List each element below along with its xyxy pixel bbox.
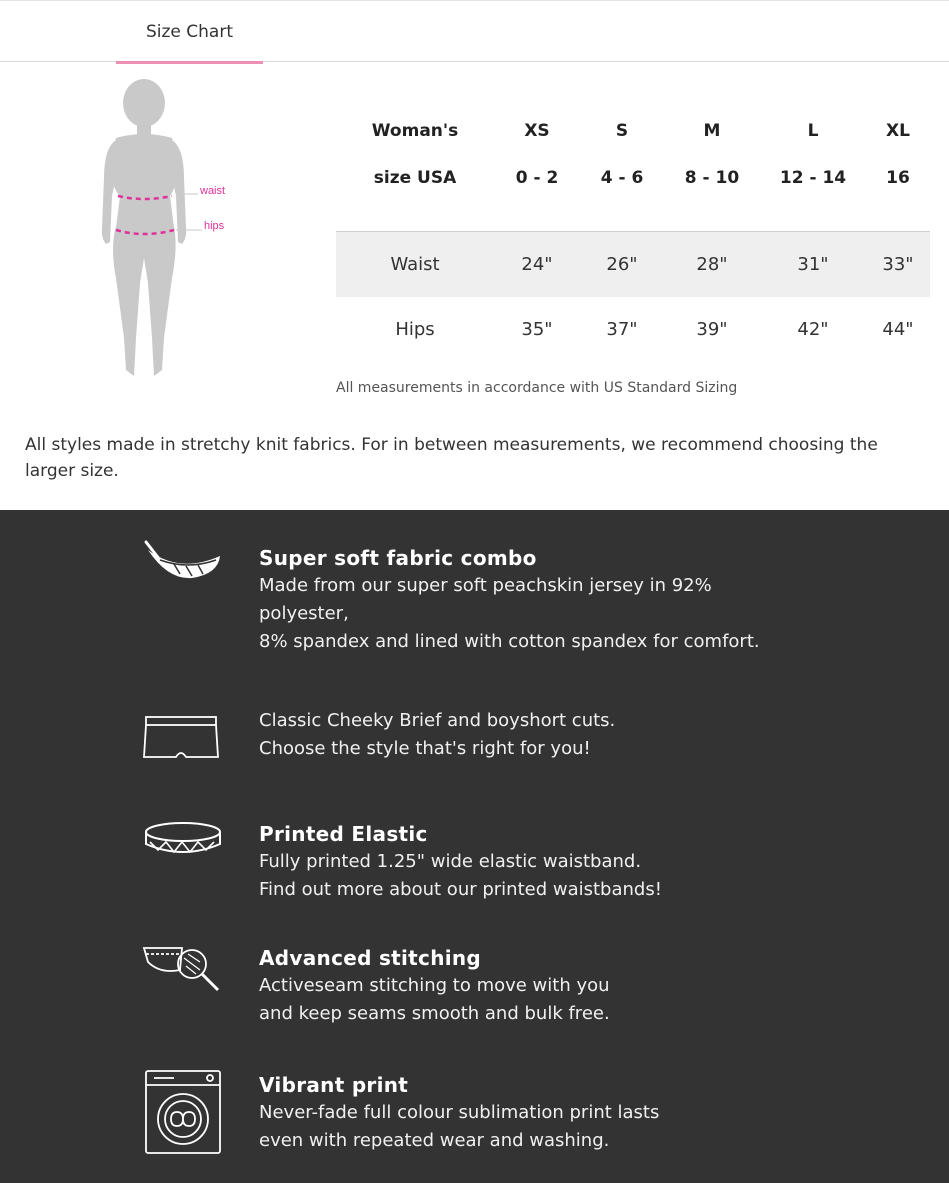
table-cell: 37" [606,319,638,340]
stitching-magnifier-icon [140,944,226,1030]
feature-line: Fully printed 1.25" wide elastic waistband. [259,851,642,872]
feature-line: Find out more about our printed waistbands! [259,879,662,900]
table-header-cell: L [807,121,819,141]
washing-machine-icon [140,1069,226,1155]
waist-label: waist [200,185,226,197]
feature-text [259,544,899,656]
row-label: Hips [395,319,435,340]
feature-title: Super soft fabric combo [259,546,537,570]
table-header-cell: S [615,121,629,141]
body-measurement-figure [92,78,242,383]
table-row-hips [336,297,930,362]
feature-line: Classic Cheeky Brief and boyshort cuts. [259,710,616,731]
table-header-cell: Woman's [371,121,459,141]
table-cell: 42" [797,319,829,340]
feature-line: Choose the style that's right for you! [259,738,591,759]
hips-label: hips [204,220,225,232]
feature-title: Vibrant print [259,1073,409,1097]
table-cell: 33" [882,254,914,275]
features-section [0,510,949,1183]
feature-title: Advanced stitching [259,946,482,970]
feature-line: and keep seams smooth and bulk free. [259,1003,610,1024]
table-header-cell: 8 - 10 [684,168,740,188]
table-header-cell: 12 - 14 [779,168,847,188]
table-cell: 28" [696,254,728,275]
feature-line: Never-fade full colour sublimation print lasts [259,1102,660,1123]
row-label: Waist [390,254,440,275]
tab-active-underline [116,61,263,64]
tab-size-chart-label: Size Chart [145,22,234,42]
size-table [336,100,930,362]
feature-text [259,820,899,904]
feature-line: 8% spandex and lined with cotton spandex for comfort. [259,631,760,652]
table-cell: 24" [521,254,553,275]
boyshort-icon [140,713,226,799]
feature-line: even with repeated wear and washing. [259,1130,610,1151]
table-header-cell: 0 - 2 [515,168,559,188]
sizing-advice: All styles made in stretchy knit fabrics. For in between measurements, we recommend choosing the larger size. [25,435,878,481]
table-header-cell: M [703,121,721,141]
elastic-band-icon [140,820,226,906]
feature-line: Made from our super soft peachskin jersey in 92% [259,575,712,596]
feature-line: Activeseam stitching to move with you [259,975,610,996]
table-cell: 39" [696,319,728,340]
feather-icon [140,540,226,626]
feature-line: polyester, [259,603,349,624]
table-cell: 35" [521,319,553,340]
table-row-waist [336,232,930,297]
woman-silhouette-icon [92,78,242,383]
table-header-cell: 16 [886,168,910,188]
table-cell: 44" [882,319,914,340]
table-cell: 31" [797,254,829,275]
table-header-cell: XS [524,121,550,141]
feature-title: Printed Elastic [259,822,428,846]
table-header-row [336,100,930,162]
table-header-cell: size USA [373,168,457,188]
table-header-row [336,162,930,232]
table-cell: 26" [606,254,638,275]
feature-text [259,1071,899,1155]
tab-bar [0,0,949,62]
table-header-cell: XL [886,121,910,141]
feature-text [259,944,899,1028]
tab-size-chart[interactable] [116,1,263,63]
feature-text [259,707,899,763]
table-footnote: All measurements in accordance with US Standard Sizing [336,380,738,396]
table-header-cell: 4 - 6 [600,168,644,188]
